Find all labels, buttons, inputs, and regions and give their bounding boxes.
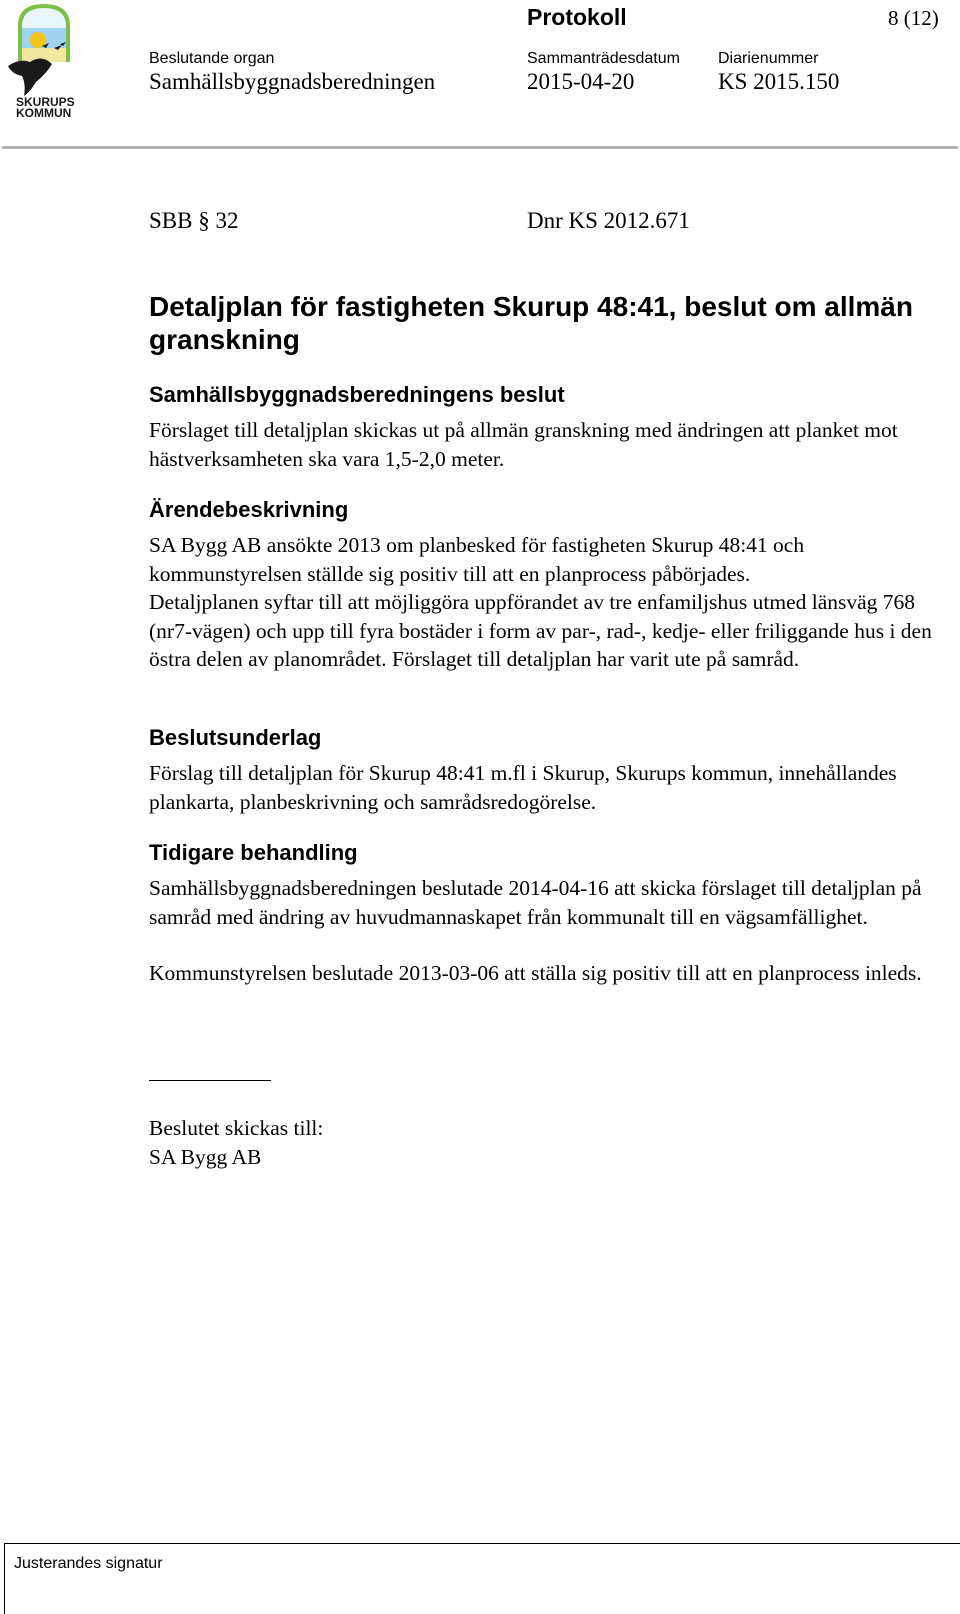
decision-heading: Samhällsbyggnadsberedningens beslut — [149, 382, 565, 407]
header-divider — [2, 146, 958, 149]
previous-handling-text-2: Kommunstyrelsen beslutade 2013-03-06 att ställa sig positiv till att en planprocess inleds. — [149, 961, 922, 985]
organ-value: Samhällsbyggnadsberedningen — [149, 69, 436, 94]
logo-text-line1: SKURUPS — [16, 95, 75, 109]
page-number: 8 (12) — [888, 6, 939, 30]
previous-handling-text-1: Samhällsbyggnadsberedningen beslutade 2014-04-16 att skicka förslaget till detaljplan på samråd med ändring av huvudmannaskapet från kommunalt till en vägsamfällighet. — [149, 876, 922, 929]
logo-text-line2: KOMMUN — [16, 106, 72, 120]
skurups-kommun-logo — [2, 2, 86, 118]
case-description-text-2: Detaljplanen syftar till att möjliggöra uppförandet av tre enfamiljshus utmed länsväg 768 (nr7-vägen) och upp till fyra bostäder i form av par-, rad-, kedje- eller friliggande hus i den östra delen av planområdet. Förslaget till detaljplan har varit ute på samråd. — [149, 590, 932, 671]
signature-label: Justerandes signatur — [14, 1555, 163, 1572]
case-description-heading: Ärendebeskrivning — [149, 497, 349, 522]
signature-box — [4, 1543, 960, 1614]
distribution-recipient: SA Bygg AB — [149, 1145, 262, 1169]
meeting-date-value: 2015-04-20 — [527, 69, 635, 94]
previous-handling-heading: Tidigare behandling — [149, 840, 358, 865]
case-number: Dnr KS 2012.671 — [527, 208, 690, 233]
meeting-date-label: Sammanträdesdatum — [527, 50, 680, 67]
document-type: Protokoll — [527, 4, 627, 30]
diarie-value: KS 2015.150 — [718, 69, 840, 94]
distribution-label: Beslutet skickas till: — [149, 1116, 324, 1140]
paragraph-id: SBB § 32 — [149, 208, 239, 233]
separator-line — [149, 1080, 271, 1081]
decision-basis-heading: Beslutsunderlag — [149, 725, 322, 750]
document-title: Detaljplan för fastigheten Skurup 48:41, beslut om allmän granskning — [149, 291, 913, 355]
case-description-text-1: SA Bygg AB ansökte 2013 om planbesked för fastigheten Skurup 48:41 och kommunstyrelsen ställde sig positiv till att en planprocess påbörjades. — [149, 533, 805, 586]
decision-basis-text: Förslag till detaljplan för Skurup 48:41 m.fl i Skurup, Skurups kommun, innehållandes plankarta, planbeskrivning och samrådsredogörelse. — [149, 761, 897, 814]
diarie-label: Diarienummer — [718, 50, 819, 67]
organ-label: Beslutande organ — [149, 50, 275, 67]
decision-text: Förslaget till detaljplan skickas ut på allmän granskning med ändringen att planket mot hästverksamheten ska vara 1,5-2,0 meter. — [149, 418, 898, 471]
